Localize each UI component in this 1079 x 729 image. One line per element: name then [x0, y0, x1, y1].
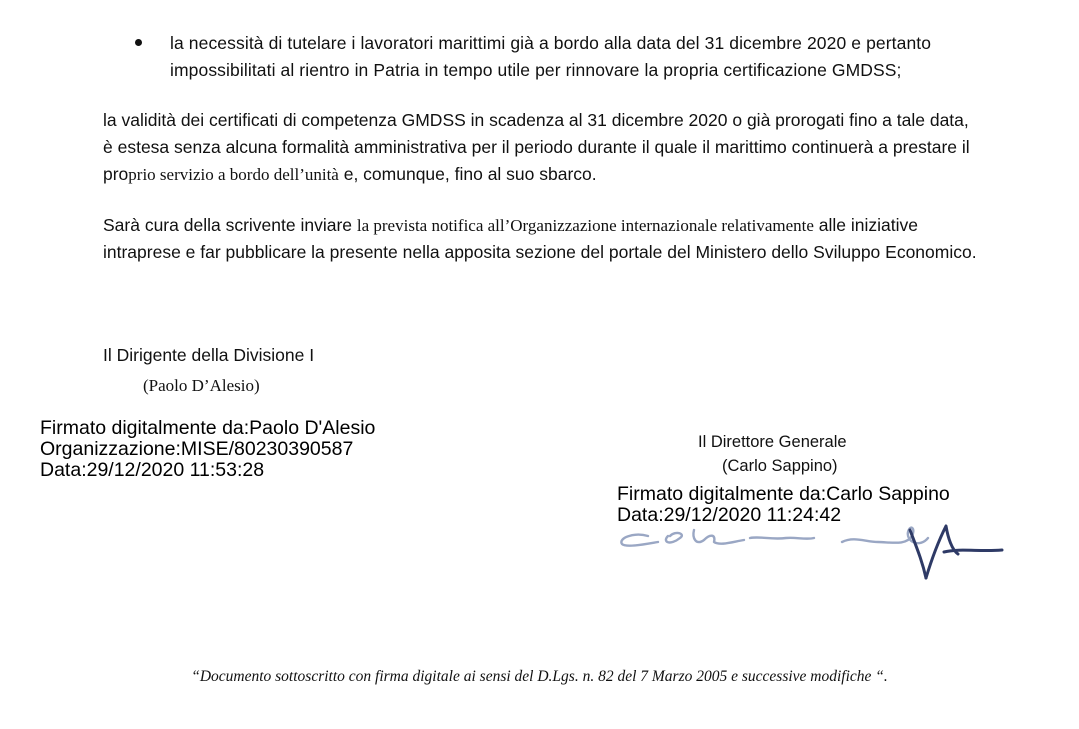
director-general-title: Il Direttore Generale	[698, 433, 847, 451]
paragraph-notification	[103, 212, 983, 266]
stamp-1-date: Data:29/12/2020 11:53:28	[40, 459, 265, 481]
director-general-name: (Carlo Sappino)	[722, 457, 838, 475]
stamp-1-signer: Firmato digitalmente da:Paolo D'Alesio	[40, 417, 376, 439]
paragraph-notification-text: Sarà cura della scrivente inviare	[103, 215, 357, 235]
bullet-list-item	[135, 30, 995, 84]
digital-signature-stamp-2	[617, 484, 950, 526]
digital-signature-stamp-1	[40, 418, 375, 481]
division-director-title: Il Dirigente della Divisione I	[103, 345, 315, 365]
paragraph-validity-text: la validità dei certificati di competenza GMDSS in scadenza al 31 dicembre 2020 o già prorogati fino a tale data, è estesa senza alcuna formalità amministrativa per il periodo durante il quale il marittimo continuerà a prestare il pro	[103, 110, 970, 184]
legal-footer-note: “Documento sottoscritto con firma digitale ai sensi del D.Lgs. n. 82 del 7 Marzo 2005 e successive modifiche “.	[191, 668, 888, 685]
paragraph-notification-serif-text: la prevista notifica all’Organizzazione internazionale relativamente	[356, 216, 814, 235]
division-director-name: (Paolo D’Alesio)	[143, 376, 260, 395]
bullet-marker	[135, 39, 142, 46]
paragraph-notification-end-text: alle iniziative intraprese e far pubblicare la presente nella apposita sezione del portale del Ministero dello Sviluppo Economico.	[103, 215, 977, 262]
stamp-2-signer: Firmato digitalmente da:Carlo Sappino	[617, 483, 950, 505]
paragraph-validity-end-text: e, comunque, fino al suo sbarco.	[338, 164, 597, 184]
bullet-text: la necessità di tutelare i lavoratori marittimi già a bordo alla data del 31 dicembre 2020 e pertanto impossibilitati al rientro in Patria in tempo utile per rinnovare la propria certificazione GMDSS;	[170, 33, 932, 80]
stamp-1-organization: Organizzazione:MISE/80230390587	[40, 438, 354, 460]
paragraph-validity	[103, 107, 983, 188]
stamp-2-date: Data:29/12/2020 11:24:42	[617, 504, 842, 526]
paragraph-validity-serif-text: prio servizio a bordo dell’unità	[128, 165, 339, 184]
